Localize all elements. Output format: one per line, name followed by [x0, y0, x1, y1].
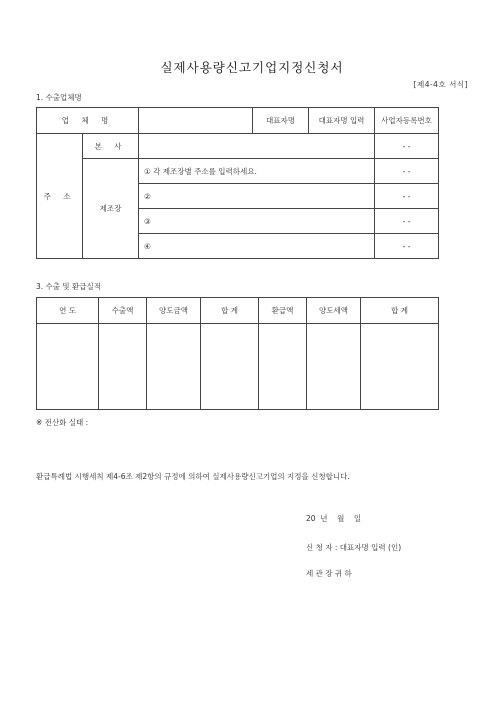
headquarters-phone[interactable]: - -: [375, 134, 439, 159]
cell-transfer-tax[interactable]: [307, 324, 361, 410]
section1-heading: 1. 수출업체명: [36, 93, 82, 102]
factory-phone-1[interactable]: - -: [375, 159, 439, 184]
cell-subtotal[interactable]: [201, 324, 259, 410]
cell-refund-amount[interactable]: [259, 324, 307, 410]
company-name-value[interactable]: [139, 108, 253, 134]
business-number-label: 사업자등록번호: [375, 108, 439, 134]
factory-phone-4[interactable]: - -: [375, 234, 439, 259]
factory-address-2[interactable]: ②: [139, 184, 375, 209]
cell-year[interactable]: [37, 324, 99, 410]
address-label: 주 소: [37, 134, 83, 259]
cell-export-amount[interactable]: [99, 324, 147, 410]
header-transfer-tax: 양도세액: [307, 298, 361, 324]
factory-label: 제조장: [83, 159, 139, 259]
header-year: 연 도: [37, 298, 99, 324]
factory-address-4[interactable]: ④: [139, 234, 375, 259]
factory-address-1[interactable]: ① 각 제조장별 주소를 입력하세요.: [139, 159, 375, 184]
cell-transfer-amount[interactable]: [147, 324, 201, 410]
factory-address-3[interactable]: ③: [139, 209, 375, 234]
headquarters-label: 본 사: [83, 134, 139, 159]
application-statement: 환급특례법 시행세칙 제4-6조 제2항의 규정에 의하여 실제사용량신고기업의 지정을 신청합니다.: [36, 472, 350, 481]
cell-total[interactable]: [361, 324, 439, 410]
recipient-line: 세 관 장 귀 하: [306, 569, 352, 578]
date-line[interactable]: 20 년 월 일: [306, 514, 362, 523]
header-total: 합 계: [361, 298, 439, 324]
export-refund-table: [36, 297, 439, 410]
header-transfer-amount: 양도금액: [147, 298, 201, 324]
representative-label: 대표자명: [253, 108, 309, 134]
applicant-line[interactable]: 신 청 자 : 대표자명 입력 (인): [306, 543, 402, 552]
header-subtotal: 합 계: [201, 298, 259, 324]
factory-phone-3[interactable]: - -: [375, 209, 439, 234]
computerization-note: ※ 전산화 실태 :: [36, 418, 89, 427]
factory-phone-2[interactable]: - -: [375, 184, 439, 209]
form-number: [제4-4호 서식]: [413, 80, 468, 89]
header-refund-amount: 환급액: [259, 298, 307, 324]
representative-input[interactable]: 대표자명 입력: [309, 108, 375, 134]
headquarters-address[interactable]: [139, 134, 375, 159]
section3-heading: 3. 수출 및 환급실적: [36, 282, 102, 291]
company-name-label: 업 체 명: [37, 108, 139, 134]
document-title: 실제사용량신고기업지정신청서: [160, 60, 344, 75]
company-info-table: [36, 107, 439, 259]
header-export-amount: 수출액: [99, 298, 147, 324]
